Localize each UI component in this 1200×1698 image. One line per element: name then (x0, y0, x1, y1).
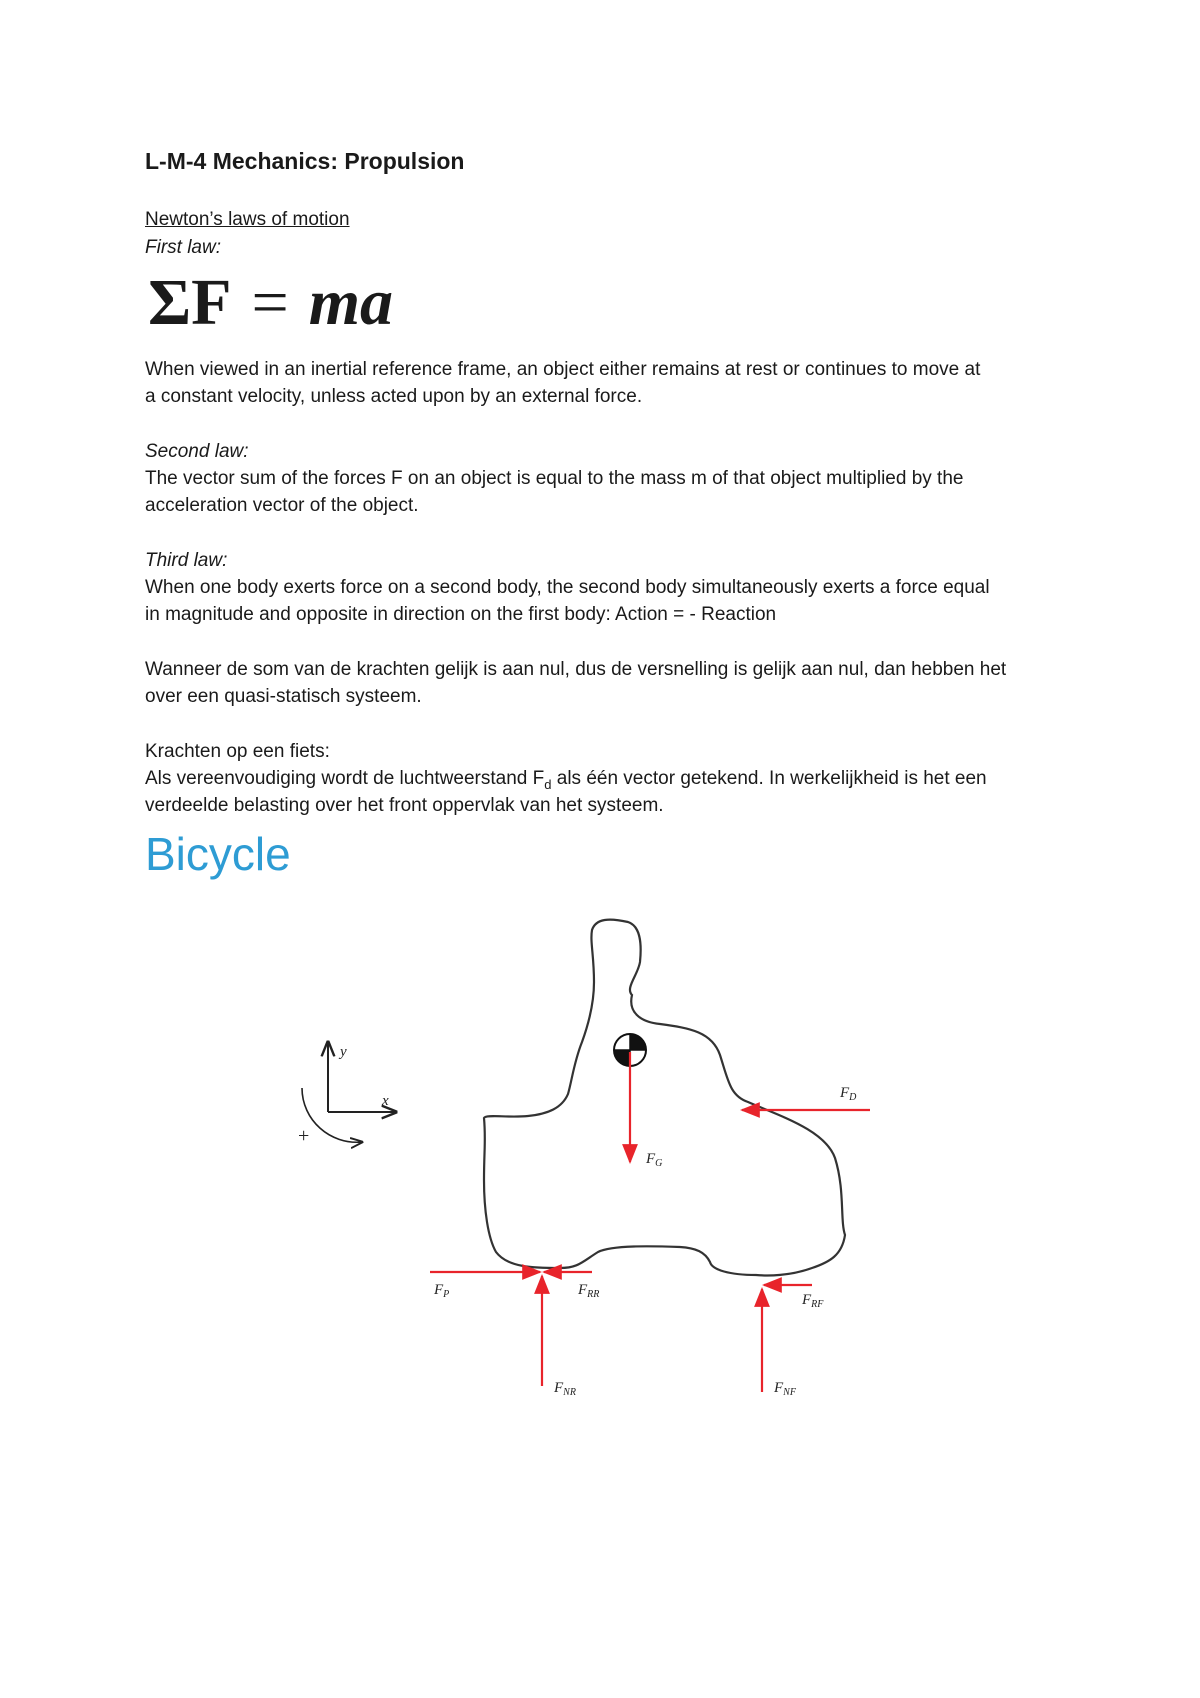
second-law-text-2: acceleration vector of the object. (145, 495, 419, 516)
drag-text-pre: Als vereenvoudiging wordt de luchtweerstand F (145, 768, 545, 789)
first-law-text-2: a constant velocity, unless acted upon by an external force. (145, 386, 643, 407)
label-fd: $F_D$ (840, 1085, 857, 1103)
quasi-static-text-2: over een quasi-statisch systeem. (145, 686, 422, 707)
forces-bike-label: Krachten op een fiets: (145, 741, 330, 762)
label-frr: $F_{RR}$ (578, 1282, 600, 1300)
quasi-static-text-1: Wanneer de som van de krachten gelijk is aan nul, dus de versnelling is gelijk aan nul, dan hebben het (145, 659, 1007, 680)
third-law-text-2: in magnitude and opposite in direction on the first body: Action = - Reaction (145, 604, 777, 625)
bicycle-heading: Bicycle (145, 828, 291, 880)
axis-y-label: y (340, 1044, 347, 1060)
third-law-text-1: When one body exerts force on a second body, the second body simultaneously exerts a force equal (145, 577, 990, 598)
label-fp: $F_P$ (434, 1282, 450, 1300)
formula-rhs: ma (308, 266, 394, 339)
formula-equals: = (251, 266, 289, 339)
system-outline (484, 920, 845, 1276)
second-law-text-1: The vector sum of the forces F on an object is equal to the mass m of that object multiplied by the (145, 468, 964, 489)
first-law-text-1: When viewed in an inertial reference frame, an object either remains at rest or continues to move at (145, 359, 981, 380)
drag-text-3: verdeelde belasting over het front oppervlak van het systeem. (145, 795, 664, 816)
label-fg: $F_G$ (646, 1151, 663, 1169)
first-law-label: First law: (145, 237, 221, 258)
drag-text-sub: d (544, 776, 552, 792)
label-fnr: $F_{NR}$ (554, 1380, 576, 1398)
page-title: L-M-4 Mechanics: Propulsion (145, 148, 465, 174)
third-law-label: Third law: (145, 550, 228, 571)
drag-text-post: als één vector getekend. In werkelijkheid is het een (551, 768, 987, 789)
axis-x-label: x (382, 1093, 389, 1109)
newtons-laws-heading: Newton’s laws of motion (145, 209, 350, 230)
label-frf: $F_{RF}$ (802, 1292, 824, 1310)
rotation-sign: + (298, 1125, 310, 1147)
second-law-label: Second law: (145, 441, 249, 462)
formula-lhs: ΣF (148, 266, 232, 339)
label-fnf: $F_{NF}$ (774, 1380, 796, 1398)
